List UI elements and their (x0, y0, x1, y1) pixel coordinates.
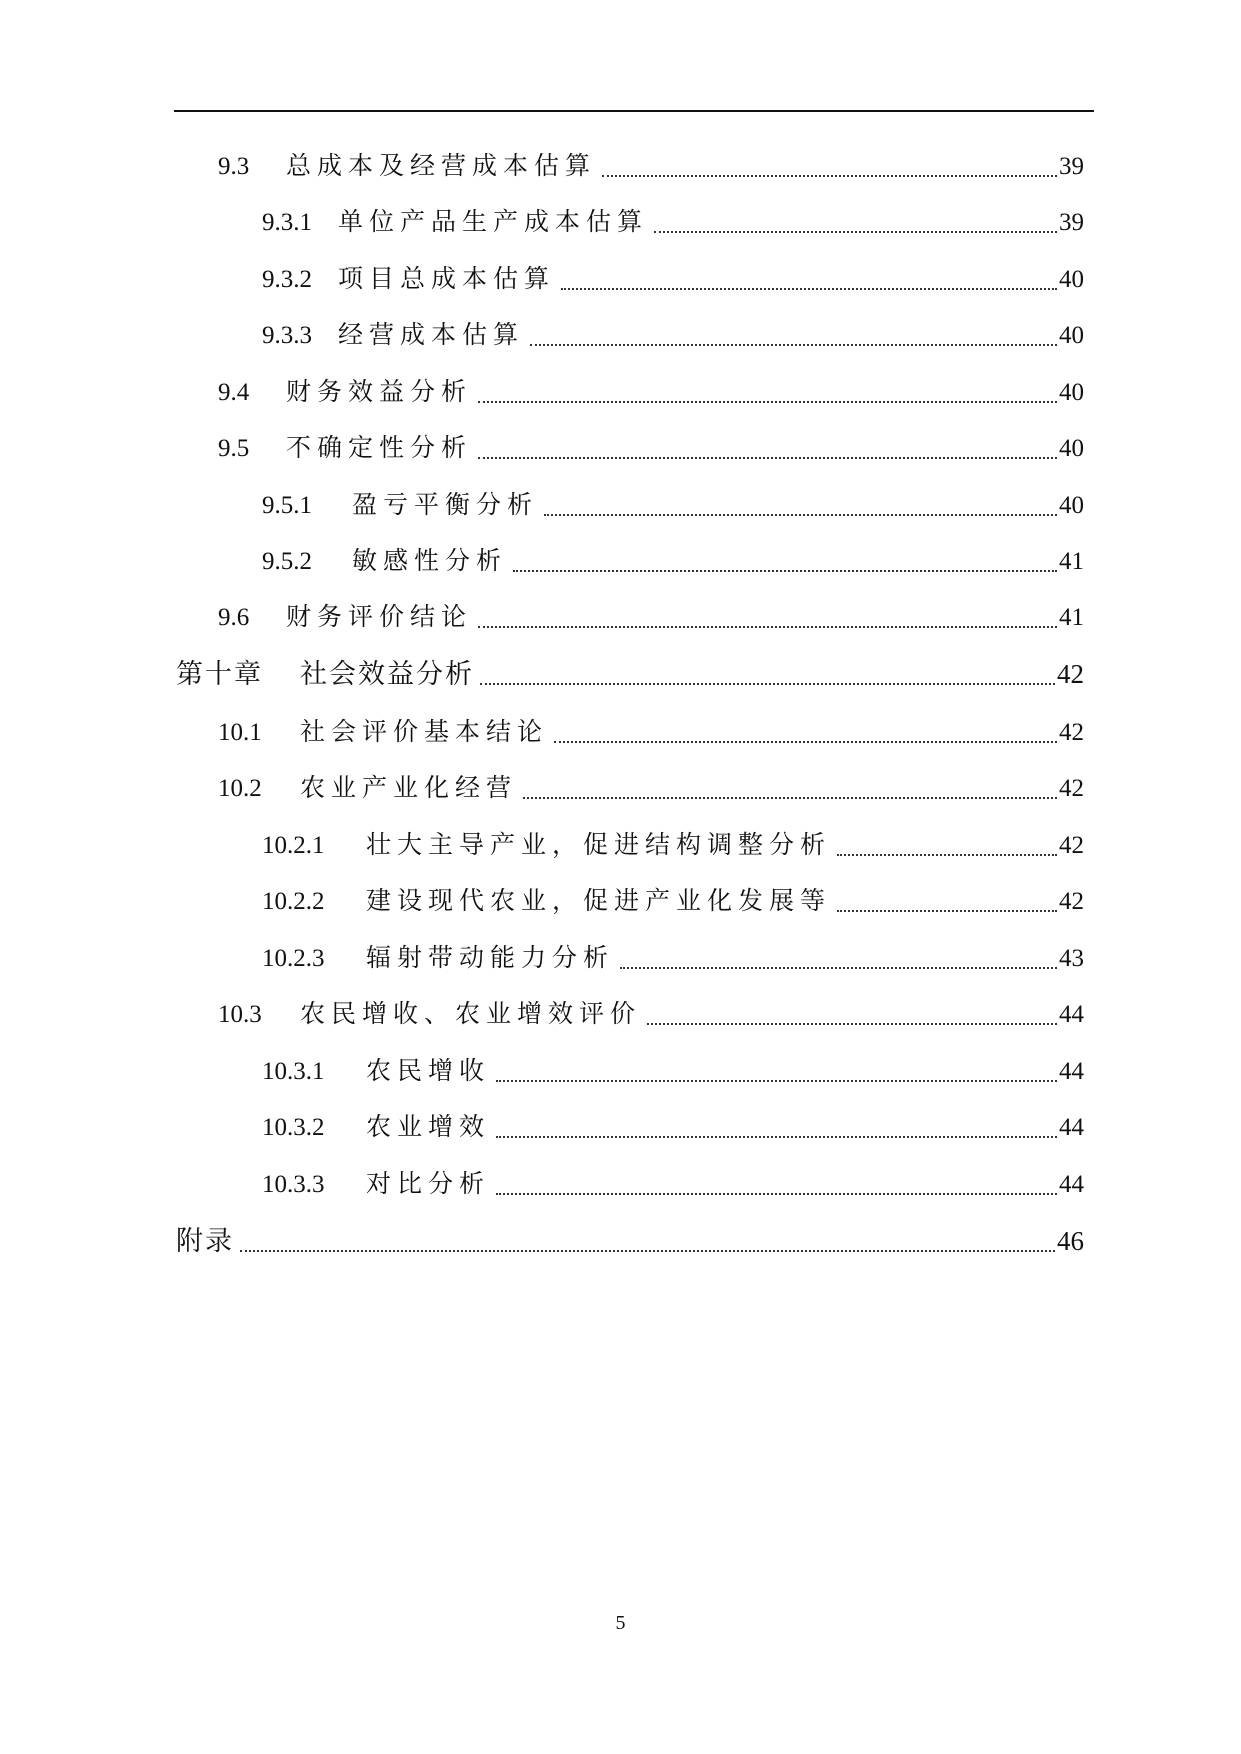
toc-entry[interactable] (262, 1105, 1084, 1149)
toc-leader (480, 683, 1055, 685)
toc-entry-number: 9.3.3 (262, 322, 312, 349)
toc-entry-title: 社会效益分析 (300, 659, 474, 690)
toc-entry-page: 44 (1059, 1001, 1084, 1028)
toc-entry-title: 总成本及经营成本估算 (286, 151, 597, 180)
toc-entry-number: 10.3 (218, 1001, 262, 1028)
toc-leader (530, 344, 1057, 346)
toc-entry-title: 农民增收、农业增效评价 (300, 999, 642, 1028)
toc-entry-number: 10.2 (218, 775, 262, 802)
toc-leader (647, 1023, 1057, 1025)
toc-entry[interactable] (262, 1162, 1084, 1206)
toc-leader (240, 1250, 1055, 1252)
toc-entry-page: 42 (1059, 832, 1084, 859)
toc-entry-number: 9.3.2 (262, 266, 312, 293)
toc-entry[interactable] (262, 936, 1084, 980)
toc-entry-page: 41 (1059, 604, 1084, 631)
toc-entry-title: 敏感性分析 (352, 546, 508, 575)
toc-entry[interactable] (218, 992, 1084, 1036)
toc-entry-number: 10.3.3 (262, 1171, 325, 1198)
toc-leader (496, 1193, 1057, 1195)
toc-leader (837, 910, 1057, 912)
toc-entry-number: 10.3.1 (262, 1058, 325, 1085)
toc-entry-title: 社会评价基本结论 (300, 717, 549, 746)
toc-appendix-entry[interactable] (176, 1219, 1084, 1263)
toc-entry-number: 9.3.1 (262, 209, 312, 236)
toc-entry-number: 10.3.2 (262, 1114, 325, 1141)
toc-entry[interactable] (262, 539, 1084, 583)
toc-leader (654, 231, 1057, 233)
toc-entry-page: 40 (1059, 322, 1084, 349)
toc-entry[interactable] (262, 1049, 1084, 1093)
toc-entry[interactable] (218, 144, 1084, 188)
toc-entry-title: 项目总成本估算 (338, 264, 556, 293)
toc-entry-title: 农业增效 (366, 1112, 491, 1141)
toc-entry-number: 9.4 (218, 379, 250, 406)
toc-entry-number: 10.2.2 (262, 888, 325, 915)
toc-entry-title: 建设现代农业，促进产业化发展等 (366, 886, 832, 915)
toc-entry-number: 9.5 (218, 435, 250, 462)
toc-entry-number: 9.3 (218, 153, 250, 180)
toc-entry-title: 盈亏平衡分析 (352, 490, 539, 519)
toc-leader (496, 1080, 1057, 1082)
toc-leader (620, 967, 1057, 969)
toc-entry[interactable] (218, 766, 1084, 810)
header-rule (174, 110, 1094, 112)
toc-entry-number: 10.2.1 (262, 832, 325, 859)
toc-entry-title: 附录 (176, 1226, 234, 1257)
toc-entry-page: 39 (1059, 153, 1084, 180)
toc-entry-title: 不确定性分析 (286, 433, 473, 462)
toc-entry-page: 41 (1059, 548, 1084, 575)
toc-leader (496, 1136, 1057, 1138)
toc-entry-title: 对比分析 (366, 1169, 491, 1198)
toc-entry-page: 40 (1059, 266, 1084, 293)
toc-leader (523, 797, 1057, 799)
toc-leader (561, 288, 1057, 290)
toc-entry-title: 单位产品生产成本估算 (338, 207, 649, 236)
toc-entry-number: 9.5.2 (262, 548, 312, 575)
toc-entry-page: 40 (1059, 435, 1084, 462)
toc-leader (478, 626, 1057, 628)
toc-chapter-entry[interactable] (176, 652, 1084, 696)
toc-entry-title: 农民增收 (366, 1056, 491, 1085)
toc-entry[interactable] (218, 710, 1084, 754)
toc-entry[interactable] (262, 313, 1084, 357)
toc-entry-page: 40 (1059, 379, 1084, 406)
page-number: 5 (615, 1612, 626, 1634)
toc-entry[interactable] (218, 426, 1084, 470)
toc-entry-number: 9.5.1 (262, 492, 312, 519)
toc-entry-title: 农业产业化经营 (300, 773, 518, 802)
toc-leader (513, 570, 1057, 572)
toc-entry-title: 财务效益分析 (286, 377, 473, 406)
toc-entry[interactable] (262, 879, 1084, 923)
toc-entry[interactable] (262, 823, 1084, 867)
toc-entry-page: 44 (1059, 1114, 1084, 1141)
toc-entry[interactable] (218, 370, 1084, 414)
toc-entry[interactable] (262, 483, 1084, 527)
toc-leader (602, 175, 1057, 177)
toc-entry[interactable] (262, 200, 1084, 244)
toc-entry[interactable] (262, 257, 1084, 301)
toc-leader (478, 457, 1057, 459)
toc-entry-page: 42 (1059, 775, 1084, 802)
toc-entry-title: 辐射带动能力分析 (366, 943, 615, 972)
toc-leader (554, 741, 1057, 743)
toc-entry-page: 39 (1059, 209, 1084, 236)
toc-entry-page: 43 (1059, 945, 1084, 972)
toc-entry-number: 10.2.3 (262, 945, 325, 972)
toc-entry-title: 经营成本估算 (338, 320, 525, 349)
toc-entry-page: 44 (1059, 1171, 1084, 1198)
toc-entry-title: 壮大主导产业，促进结构调整分析 (366, 830, 832, 859)
toc-entry[interactable] (218, 595, 1084, 639)
toc-entry-page: 42 (1059, 888, 1084, 915)
toc-entry-number: 第十章 (176, 659, 263, 690)
toc-entry-number: 9.6 (218, 604, 250, 631)
toc-leader (478, 401, 1057, 403)
toc-entry-page: 46 (1057, 1226, 1084, 1256)
toc-entry-page: 42 (1057, 659, 1084, 689)
toc-leader (544, 514, 1057, 516)
toc-entry-number: 10.1 (218, 719, 262, 746)
toc-entry-title: 财务评价结论 (286, 602, 473, 631)
toc-leader (837, 854, 1057, 856)
toc-entry-page: 42 (1059, 719, 1084, 746)
toc-entry-page: 44 (1059, 1058, 1084, 1085)
toc-entry-page: 40 (1059, 492, 1084, 519)
